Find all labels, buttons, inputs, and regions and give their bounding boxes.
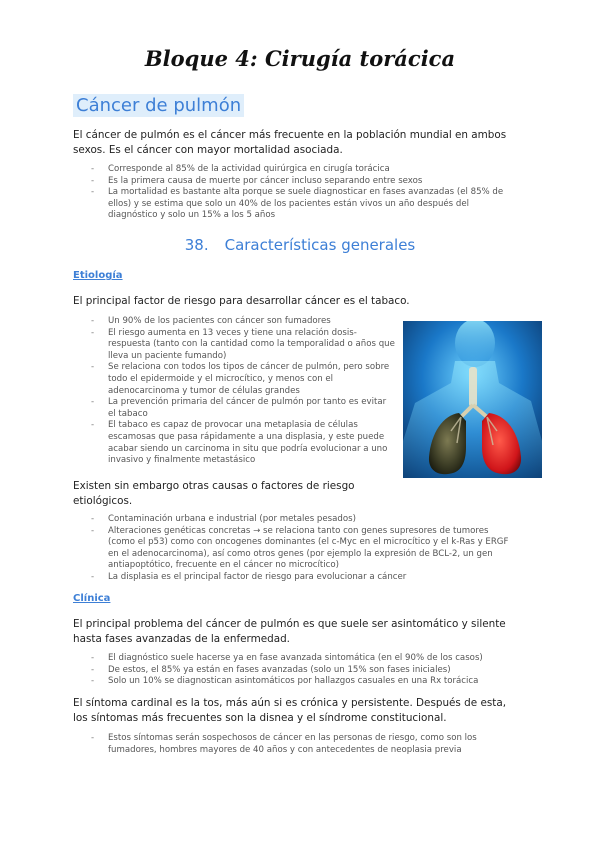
list-item: - La mortalidad es bastante alta porque se suele diagnosticar en fases avanzadas (el 85% de ellos) y se estima que solo un 40% de los pacientes están vivos un año después del diagnóstico y solo un 15% a los 5 años (73, 187, 513, 222)
list-item: - Corresponde al 85% de la actividad quirúrgica en cirugía torácica (73, 164, 513, 176)
subsection-heading (0, 236, 600, 254)
etiologia-lead: El principal factor de riesgo para desarrollar cáncer es el tabaco. (73, 295, 410, 307)
list-item: - Contaminación urbana e industrial (por metales pesados) (73, 514, 518, 526)
clinica-label: Clínica (73, 593, 111, 604)
list-item: - La prevención primaria del cáncer de pulmón por tanto es evitar el tabaco (73, 397, 395, 420)
list-item: - Estos síntomas serán sospechosos de cáncer en las personas de riesgo, como son los fumadores, hombres mayores de 40 años y con antecedentes de neoplasia previa (73, 733, 518, 756)
list-item: - De estos, el 85% ya están en fases avanzadas (solo un 15% son fases iniciales) (73, 665, 518, 677)
list-item: - La displasia es el principal factor de riesgo para evolucionar a cáncer (73, 572, 518, 584)
etiologia-label: Etiología (73, 270, 123, 281)
intro-paragraph: El cáncer de pulmón es el cáncer más frecuente en la población mundial en ambos sexos. Es el cáncer con mayor mortalidad asociada. (73, 129, 507, 156)
clinica-lead: El principal problema del cáncer de pulmón es que suele ser asintomático y silente hasta fases avanzadas de la enfermedad. (73, 618, 506, 645)
lungs-image-icon (403, 321, 542, 478)
clinica-bullet-list-2 (73, 733, 518, 756)
clinica-bullet-list (73, 653, 518, 688)
list-item: - El diagnóstico suele hacerse ya en fase avanzada sintomática (en el 90% de los casos) (73, 653, 518, 665)
etiologia-other-bullet-list (73, 514, 518, 584)
list-item: - El tabaco es capaz de provocar una metaplasia de células escamosas que pasa rápidamente a una displasia, y este puede acabar siendo un carcinoma in situ que podría evolucionar a uno invasivo y finalmente metastásico (73, 420, 395, 466)
subsection-number: 38. (184, 236, 209, 254)
subsection-title: Características generales (224, 236, 416, 254)
list-item: - Es la primera causa de muerte por cáncer incluso separando entre sexos (73, 176, 513, 188)
etiologia-bullet-list (73, 316, 395, 467)
list-item: - El riesgo aumenta en 13 veces y tiene una relación dosis-respuesta (tanto con la cantidad como la temporalidad o años que lleva un paciente fumando) (73, 328, 395, 363)
list-item: - Un 90% de los pacientes con cáncer son fumadores (73, 316, 395, 328)
etiologia-other-lead: Existen sin embargo otras causas o factores de riesgo etiológicos. (73, 480, 355, 507)
page-title: Bloque 4: Cirugía torácica (144, 46, 456, 71)
intro-bullet-list (73, 164, 513, 222)
clinica-cardinal-paragraph: El síntoma cardinal es la tos, más aún si es crónica y persistente. Después de esta, los síntomas más frecuentes son la disnea y el síndrome constitucional. (73, 697, 506, 724)
list-item: - Solo un 10% se diagnostican asintomáticos por hallazgos casuales en una Rx torácica (73, 676, 518, 688)
list-item: - Se relaciona con todos los tipos de cáncer de pulmón, pero sobre todo el epidermoide y el microcítico, y menos con el adenocarcinoma y tumor de células grandes (73, 362, 395, 397)
section-heading-cancer: Cáncer de pulmón (73, 94, 244, 117)
list-item: - Alteraciones genéticas concretas → se relaciona tanto con genes supresores de tumores (como el p53) como con oncogenes dominantes (el c-Myc en el microcítico y el k-Ras y ERGF en el adenocarcinoma), así como otros genes (por ejemplo la expresión de BCL-2, un gen antiapoptótico, frecuente en el cáncer no microcítico) (73, 526, 518, 572)
lungs-illustration (403, 321, 542, 478)
